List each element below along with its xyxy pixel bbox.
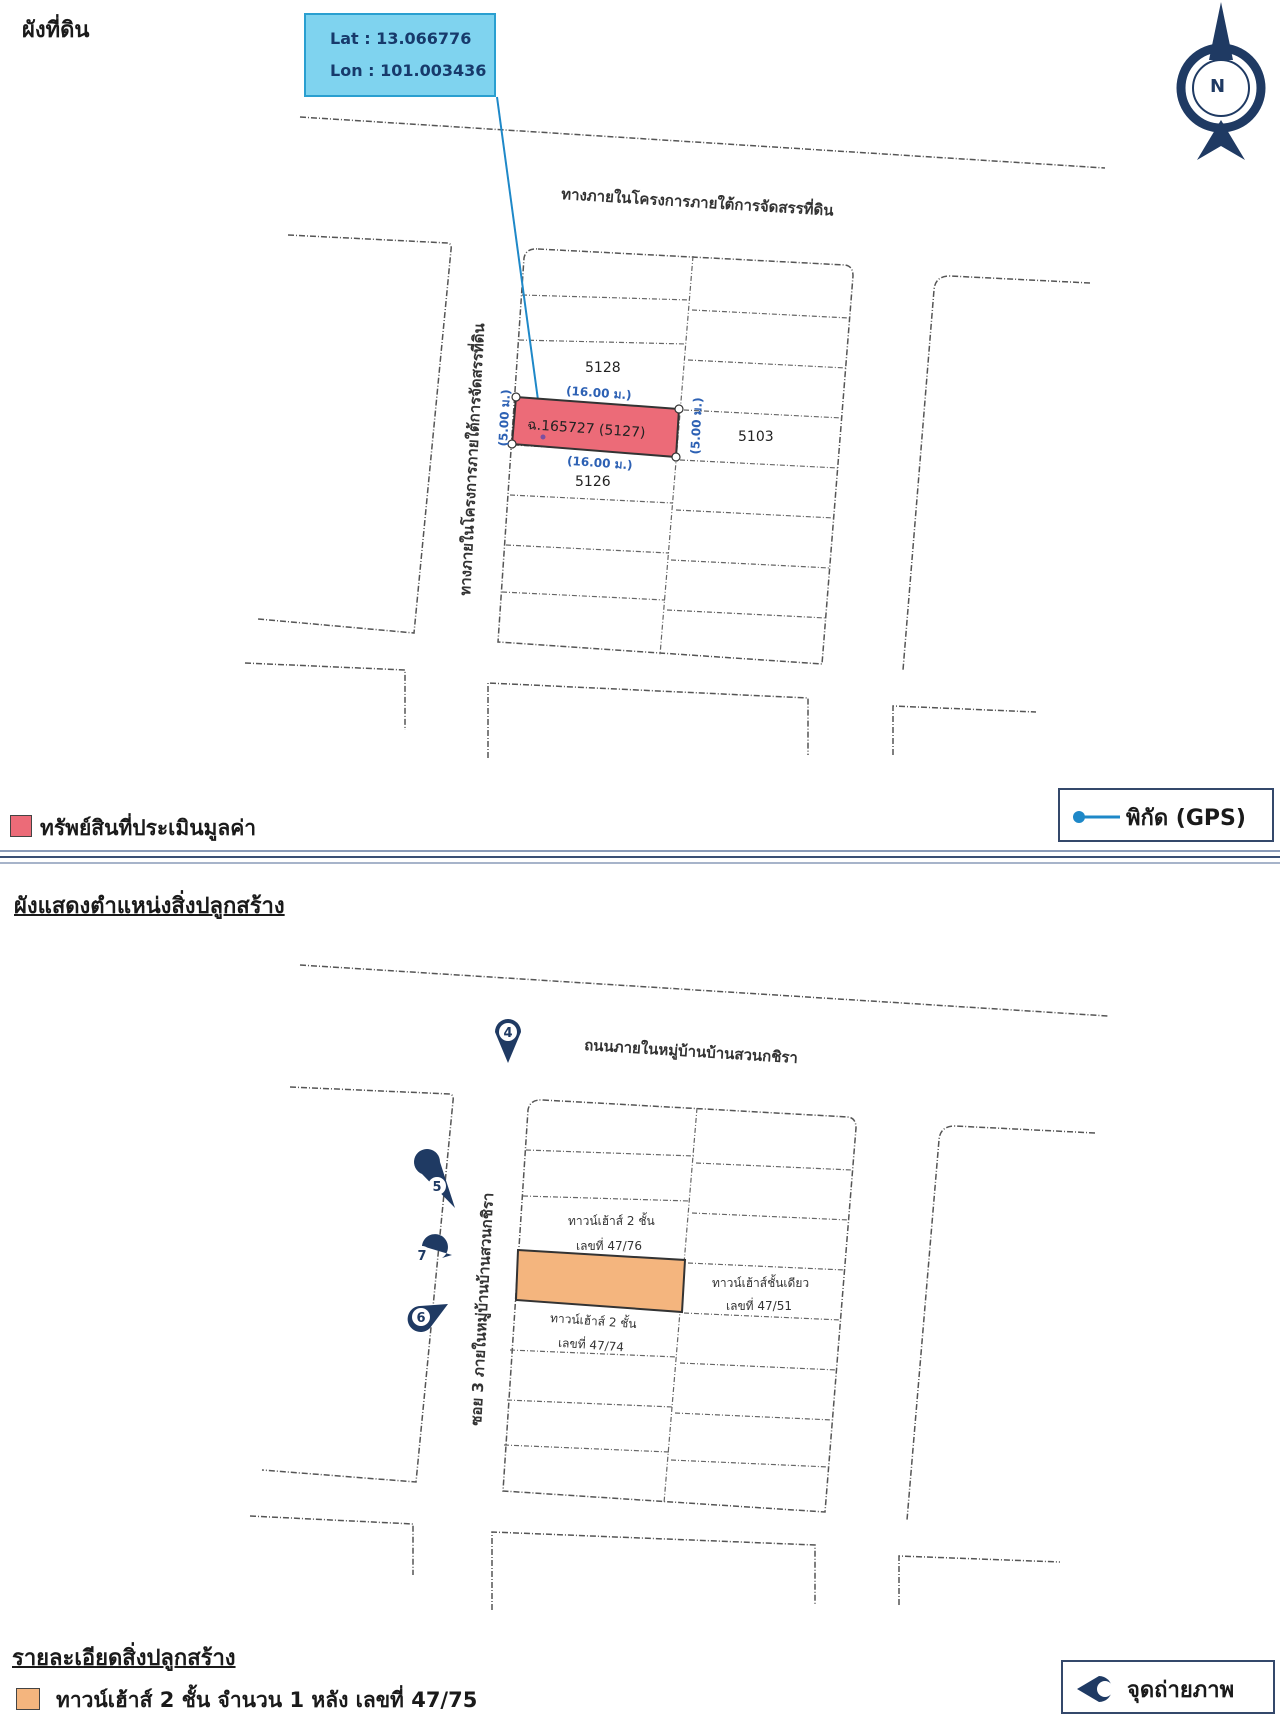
parcel-5103-label: 5103 [738,429,774,445]
neighbor-above-type: ทาวน์เฮ้าส์ 2 ชั้น [568,1214,655,1228]
photo-marker-6 [408,1304,448,1332]
block-left-2 [262,1087,453,1482]
building-legend-swatch [16,1688,40,1710]
gps-legend-label: พิกัด (GPS) [1126,806,1246,831]
details-title: รายละเอียดสิ่งปลูกสร้าง [12,1646,236,1671]
gps-coordinate-box [304,13,496,97]
marker-4-label: 4 [503,1026,513,1041]
dim-right: (5.00 ม.) [687,396,705,455]
block-bottom-left-1 [245,663,405,730]
subject-parcel-label: ฉ.165727 (5127) [526,416,646,442]
neighbor-below-type: ทาวน์เฮ้าส์ 2 ชั้น [549,1310,638,1332]
road-edge-top-2 [300,965,1108,1016]
road-edge-top [300,117,1105,168]
road-label-left-2: ซอย 3 ภายในหมู่บ้านบ้านสวนกชิรา [466,1192,498,1427]
photo-legend-box [1061,1660,1275,1714]
section2-title: ผังแสดงตำแหน่งสิ่งปลูกสร้าง [14,894,285,919]
dim-left: (5.00 ม.) [495,388,513,447]
neighbor-above-number: เลขที่ 47/76 [576,1239,642,1253]
parcel-5126-label: 5126 [575,474,611,490]
longitude-value: Lon : 101.003436 [330,61,487,80]
parcel-5128-label: 5128 [585,360,621,376]
dim-bottom: (16.00 ม.) [566,453,634,473]
subject-legend-swatch [10,815,32,837]
road-label-left: ทางภายในโครงการภายใต้การจัดสรรที่ดิน [455,322,489,597]
gps-point-icon [1070,792,1130,842]
photo-marker-5 [414,1149,455,1208]
photo-legend-label: จุดถ่ายภาพ [1127,1678,1235,1703]
gps-leader-line [497,97,543,437]
neighbor-below-number: เลขที่ 47/74 [557,1335,625,1355]
photo-point-icon [1071,1664,1127,1714]
photo-marker-4 [495,1019,521,1063]
latitude-value: Lat : 13.066776 [330,29,472,48]
svg-text:6: 6 [416,1311,426,1326]
dim-top: (16.00 ม.) [565,383,633,403]
building-legend-label: ทาวน์เฮ้าส์ 2 ชั้น จำนวน 1 หลัง เลขที่ 47/75 [56,1688,478,1712]
block-right-1 [903,276,1090,670]
svg-text:7: 7 [417,1249,427,1264]
section1-title: ผังที่ดิน [22,18,90,43]
neighbor-right-number: เลขที่ 47/51 [726,1299,792,1313]
road-label-top: ทางภายในโครงการภายใต้การจัดสรรที่ดิน [560,184,835,220]
photo-marker-7 [413,1234,452,1264]
neighbor-right-type: ทาวน์เฮ้าส์ชั้นเดียว [712,1276,810,1290]
svg-text:5: 5 [432,1180,442,1195]
north-label: N [1210,76,1226,97]
subject-legend-label: ทรัพย์สินที่ประเมินมูลค่า [40,816,257,840]
gps-legend-box [1058,788,1274,842]
block-bottom-right-1 [893,706,1036,755]
building-footprint [516,1250,685,1312]
road-label-top-2: ถนนภายในหมู่บ้านบ้านสวนกชิรา [583,1035,799,1068]
block-left-1 [258,235,451,633]
block-bottom-mid-1 [488,683,808,758]
